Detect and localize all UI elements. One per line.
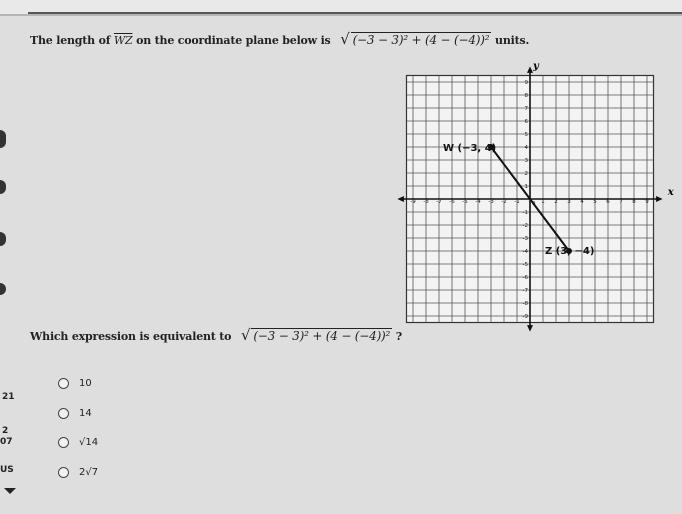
y-tick-label: 2 [524,171,528,177]
y-axis-arrow-icon [527,325,533,332]
x-axis-arrow-icon [656,196,663,202]
y-tick-label: -3 [522,236,528,242]
question-2-prefix: Which expression is equivalent to [30,330,232,343]
option-label: 2√7 [79,467,99,478]
option-label: 14 [79,408,92,419]
y-tick-label: 4 [524,145,528,151]
y-tick-label: 8 [524,93,528,99]
x-tick-label: -4 [475,199,481,205]
point-z-label: Z (3, −4) [545,246,595,257]
edge-mark [0,130,6,148]
radical-sign: √ [340,30,350,48]
x-tick-label: -6 [449,199,455,205]
option-2[interactable] [58,408,92,419]
option-label: 10 [79,378,92,389]
x-tick-label: 2 [554,199,558,205]
y-tick-label: -1 [522,210,528,216]
point-w-label: W (−3, 4) [443,143,497,154]
x-tick-label: -1 [514,199,520,205]
y-tick-label: 7 [524,106,528,112]
x-tick-label: -2 [501,199,507,205]
y-tick-label: -2 [522,223,528,229]
question-2-suffix: ? [395,330,403,343]
edge-text: US [0,465,14,475]
edge-mark [0,180,6,194]
y-tick-label: -9 [522,314,528,320]
edge-mark [0,232,6,246]
x-axis-arrow-icon [397,196,404,202]
x-tick-label: 4 [580,199,584,205]
y-tick-label: 1 [524,184,528,190]
y-tick-label: 9 [524,80,528,86]
x-tick-label: 5 [593,199,597,205]
x-tick-label: 3 [567,199,571,205]
radio-button[interactable] [58,408,69,419]
y-tick-label: -4 [522,249,528,255]
edge-text: 07 [0,437,13,447]
y-tick-label: -6 [522,275,528,281]
option-3[interactable] [58,437,98,448]
x-tick-label: -3 [488,199,494,205]
question-1-suffix: units. [495,34,530,47]
x-tick-label: -8 [423,199,429,205]
y-tick-label: -5 [522,262,528,268]
x-tick-label: -9 [410,199,416,205]
option-1[interactable] [58,378,92,389]
radio-button[interactable] [58,378,69,389]
x-tick-label: 8 [632,199,636,205]
radio-button[interactable] [58,467,69,478]
x-tick-label: 6 [606,199,610,205]
question-1-prefix: The length of [30,34,111,47]
question-2-expression: (−3 − 3)² + (4 − (−4))² [253,329,391,343]
x-tick-label: -7 [436,199,442,205]
x-axis-label: x [667,187,674,198]
radio-button[interactable] [58,437,69,448]
edge-arrow-icon [4,488,16,494]
radical-sign: √ [240,326,251,344]
question-1-expression: (−3 − 3)² + (4 − (−4))² [352,33,490,47]
y-tick-label: -8 [522,301,528,307]
edge-text: 2 [2,426,9,436]
option-label: √14 [79,437,99,448]
edge-text: 21 [2,392,15,402]
question-2 [30,326,402,344]
x-tick-label: -5 [462,199,468,205]
edge-mark [0,283,6,295]
x-tick-label: 1 [541,199,545,205]
question-1-middle: on the coordinate plane below is [136,34,331,47]
y-tick-label: 5 [524,132,528,138]
y-tick-label: -7 [522,288,528,294]
left-edge-strip [0,0,15,514]
y-tick-label: 3 [524,158,528,164]
y-axis-label: y [533,61,539,72]
segment-label: $\overline{WZ}$ [113,34,133,47]
x-tick-label: 9 [645,199,649,205]
y-tick-label: 6 [524,119,528,125]
option-4[interactable] [58,467,98,478]
x-tick-label: 7 [619,199,623,205]
